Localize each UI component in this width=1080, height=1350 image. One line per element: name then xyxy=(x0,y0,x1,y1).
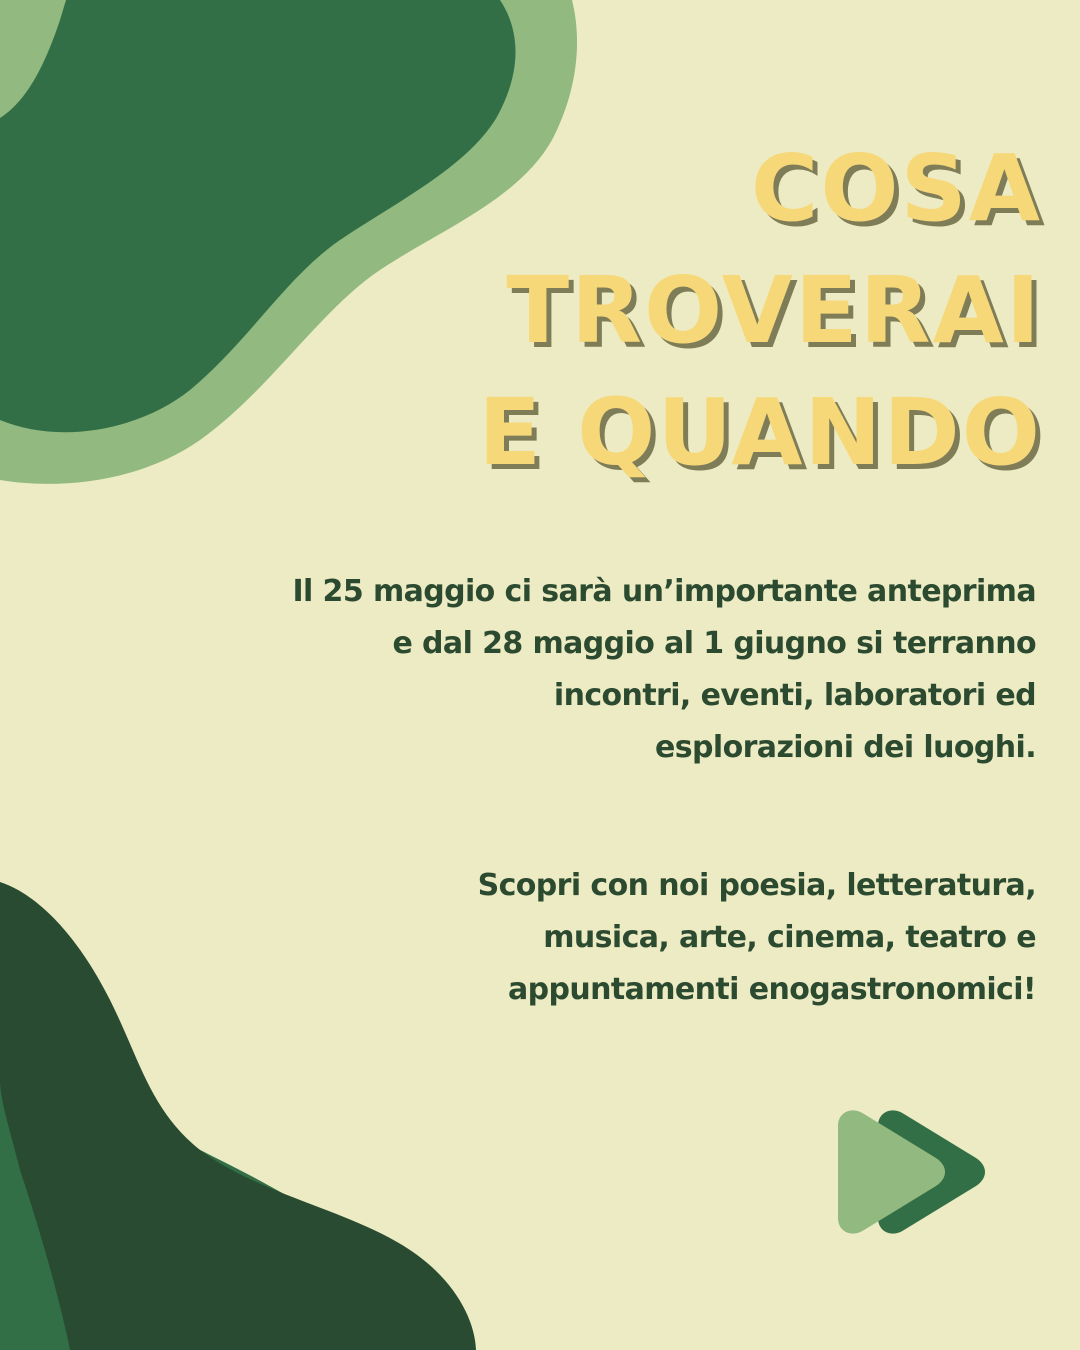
schedule-paragraph xyxy=(136,566,1036,774)
next-slide-button[interactable] xyxy=(836,1108,992,1236)
schedule-line-3: incontri, eventi, laboratori ed xyxy=(553,678,1036,713)
title-line-3: E QUANDO xyxy=(478,379,1042,486)
schedule-line-2: e dal 28 maggio al 1 giugno si terranno xyxy=(392,626,1036,661)
title-line-1: COSA xyxy=(750,135,1042,242)
double-play-arrow-icon xyxy=(838,1110,985,1233)
discover-line-2: musica, arte, cinema, teatro e xyxy=(543,920,1036,955)
schedule-line-4: esplorazioni dei luoghi. xyxy=(655,730,1036,765)
discover-paragraph xyxy=(136,860,1036,1016)
discover-line-1: Scopri con noi poesia, letteratura, xyxy=(477,868,1036,903)
discover-line-3: appuntamenti enogastronomici! xyxy=(507,972,1036,1007)
page-title xyxy=(478,128,1042,494)
schedule-line-1: Il 25 maggio ci sarà un’importante anteprima xyxy=(292,574,1036,609)
title-line-2: TROVERAI xyxy=(506,257,1042,364)
